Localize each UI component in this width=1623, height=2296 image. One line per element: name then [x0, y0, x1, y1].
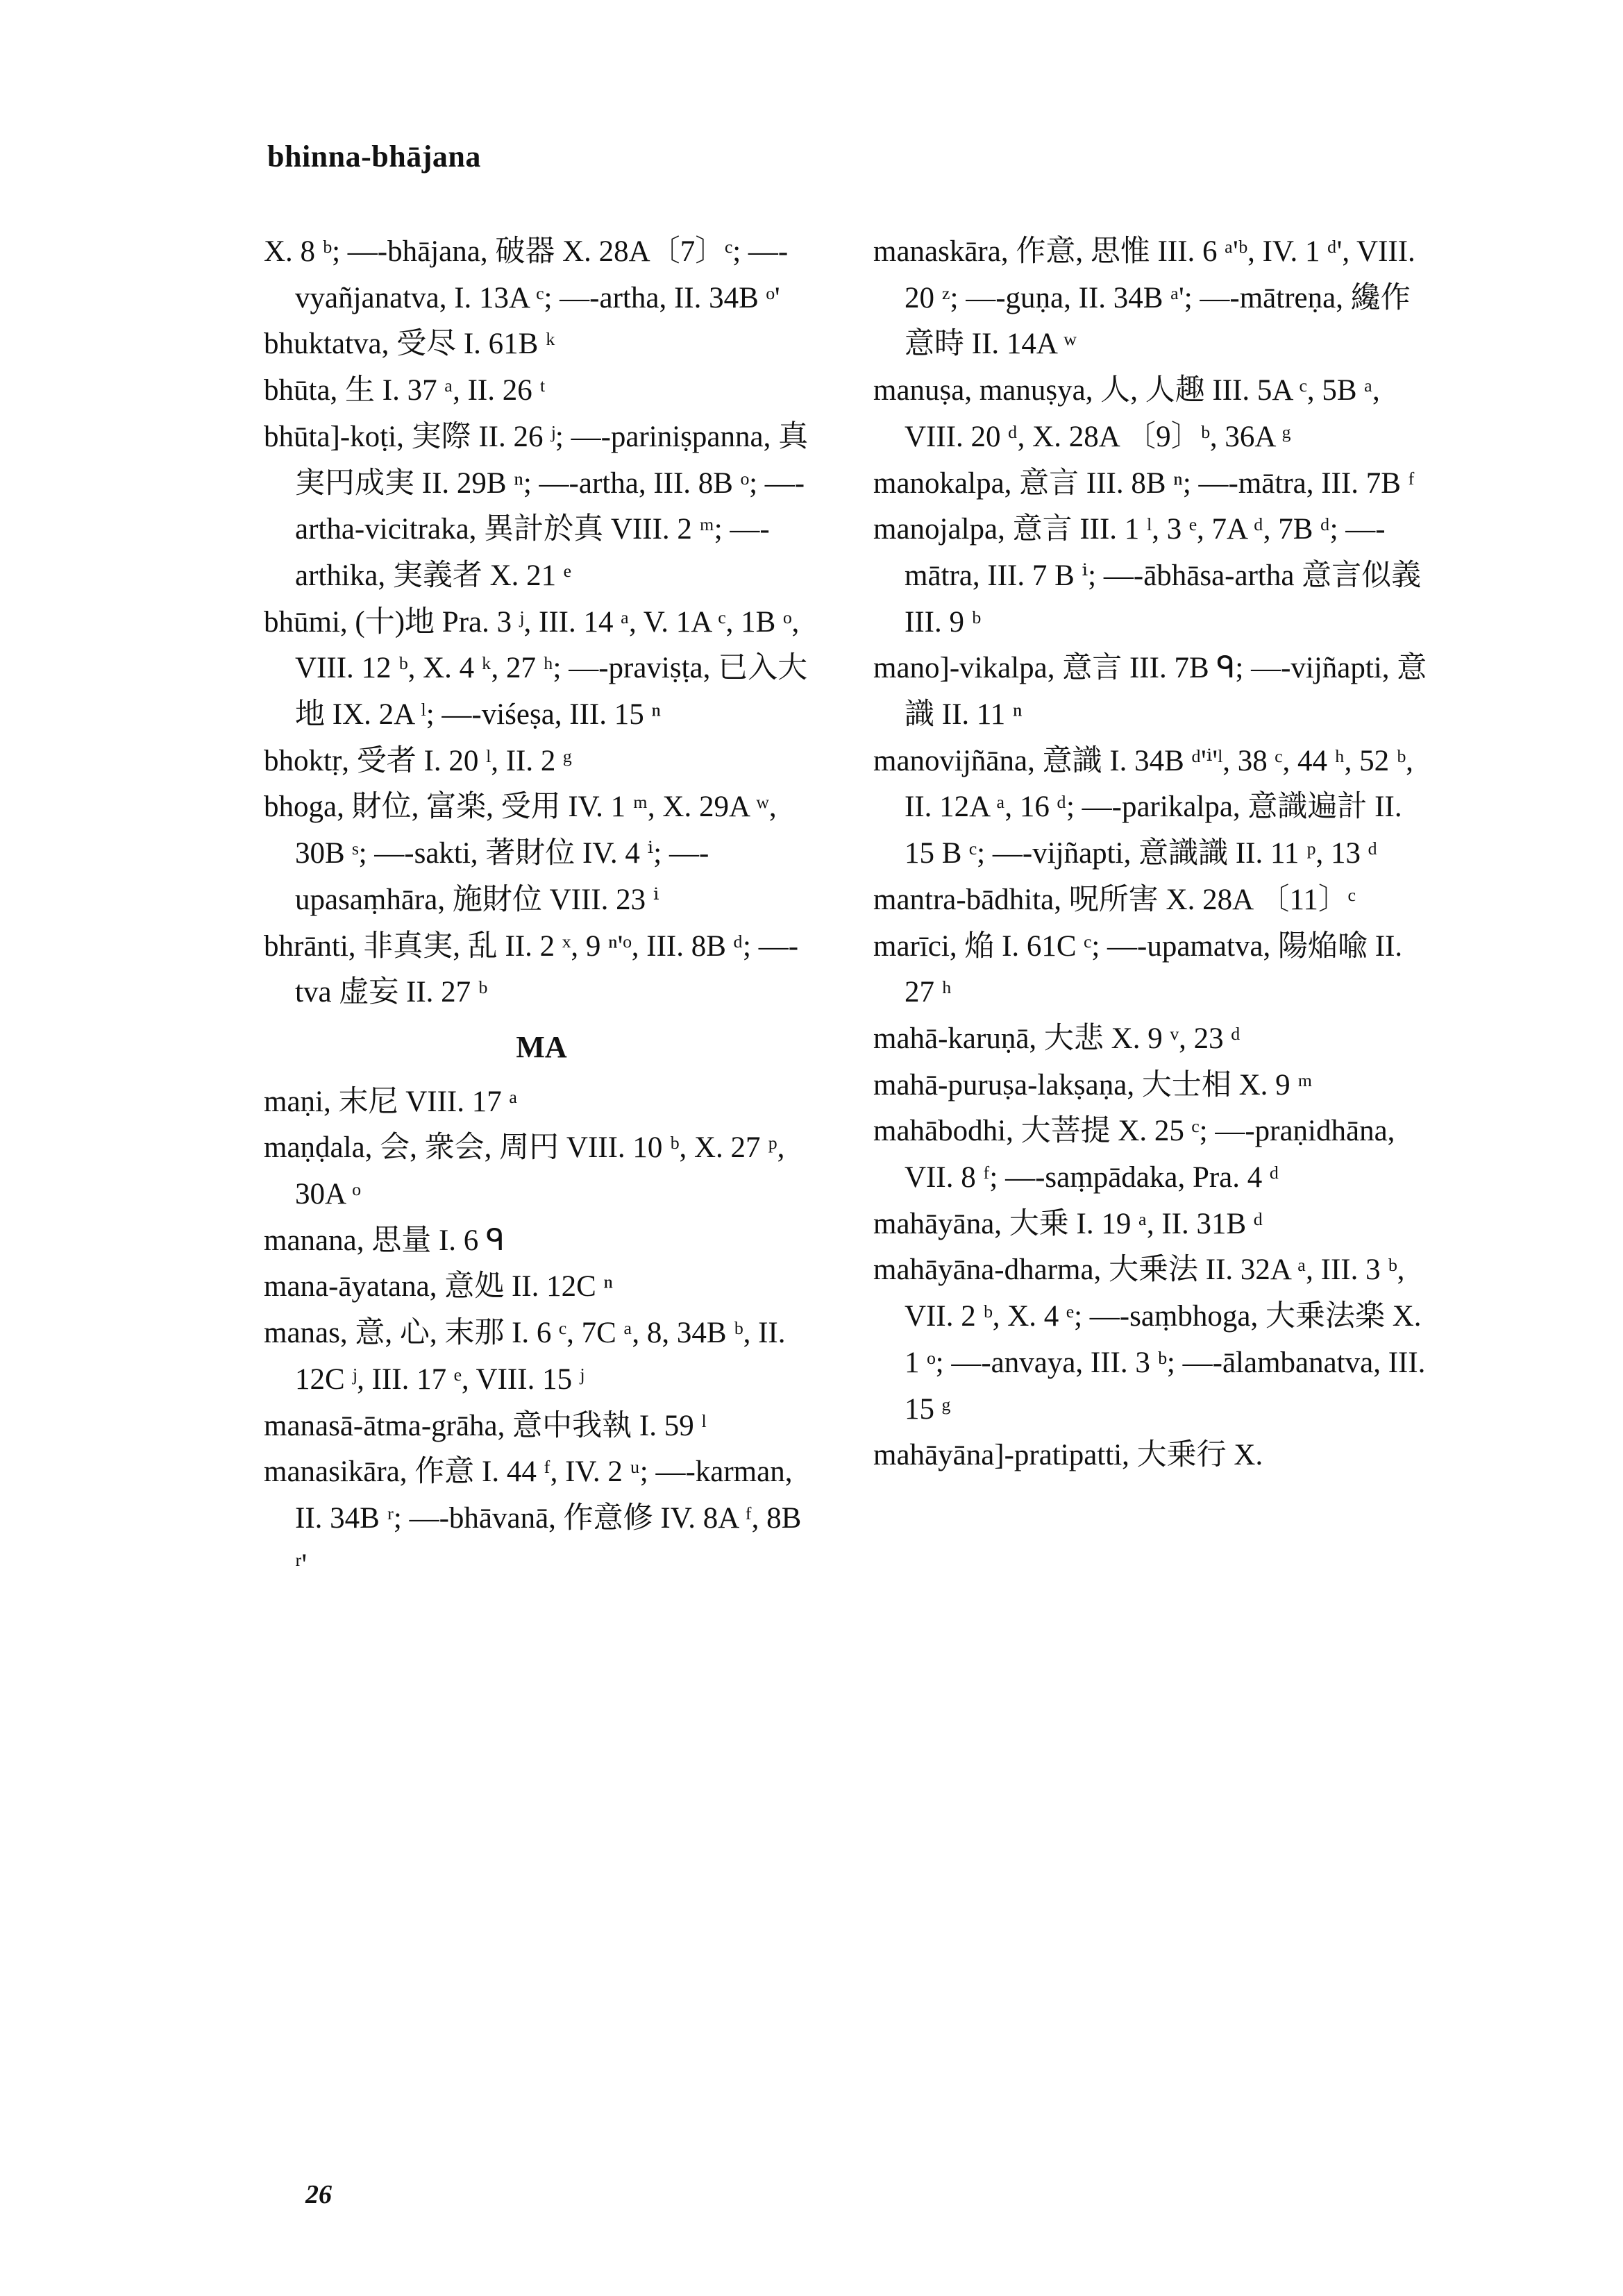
index-entry: mahā-puruṣa-lakṣaṇa, 大士相 X. 9 ᵐ — [873, 1068, 1313, 1101]
index-entry: mahāyāna]-pratipatti, 大乗行 X. — [873, 1439, 1263, 1472]
left-column — [264, 229, 819, 1588]
page-number: 26 — [305, 2180, 332, 2209]
index-entry: manokalpa, 意言 III. 8B ⁿ; —-mātra, III. 7B ᶠ — [873, 466, 1415, 500]
index-entry: manasā-ātma-grāha, 意中我執 I. 59 ˡ — [264, 1409, 707, 1442]
index-entry: mahāyāna, 大乗 I. 19 ᵃ, II. 31B ᵈ — [873, 1207, 1263, 1240]
index-entry: mana-āyatana, 意処 II. 12C ⁿ — [264, 1270, 614, 1303]
index-entry: mantra-bādhita, 呪所害 X. 28A 〔11〕ᶜ — [873, 883, 1356, 916]
running-head: bhinna-bhājana — [267, 140, 481, 174]
index-entry: maṇḍala, 会, 衆会, 周円 VIII. 10 ᵇ, X. 27 ᵖ, 30A ᵒ — [264, 1131, 785, 1211]
index-entry: bhūmi, (十)地 Pra. 3 ʲ, III. 14 ᵃ, V. 1A ᶜ, 1B ᵒ, VIII. 12 ᵇ, X. 4 ᵏ, 27 ʰ; —-praviṣṭa, 已入大地 IX. 2A ˡ; —-viśeṣa, III. 15 ⁿ — [264, 605, 808, 732]
index-entry: mano]-vikalpa, 意言 III. 7B ᑫ; —-vijñapti, 意識 II. 11 ⁿ — [873, 652, 1427, 732]
index-entry: manas, 意, 心, 末那 I. 6 ᶜ, 7C ᵃ, 8, 34B ᵇ, II. 12C ʲ, III. 17 ᵉ, VIII. 15 ʲ — [264, 1317, 786, 1396]
index-entry: manovijñāna, 意識 I. 34B ᵈ'ⁱ'ˡ, 38 ᶜ, 44 ʰ, 52 ᵇ, II. 12A ᵃ, 16 ᵈ; —-parikalpa, 意識遍計 II. 15 B ᶜ; —-vijñapti, 意識識 II. 11 ᵖ, 13 ᵈ — [873, 744, 1413, 870]
right-column — [873, 229, 1429, 1479]
index-entry: X. 8 ᵇ; —-bhājana, 破器 X. 28A〔7〕ᶜ; —-vyañjanatva, I. 13A ᶜ; —-artha, II. 34B ᵒ' — [264, 235, 789, 314]
index-entry: manasikāra, 作意 I. 44 ᶠ, IV. 2 ᵘ; —-karman, II. 34B ʳ; —-bhāvanā, 作意修 IV. 8A ᶠ, 8B ʳ' — [264, 1455, 802, 1581]
index-entry: bhūta]-koṭi, 実際 II. 26 ʲ; —-pariniṣpanna, 真実円成実 II. 29B ⁿ; —-artha, III. 8B ᵒ; —-artha-vicitraka, 異計於真 VIII. 2 ᵐ; —-arthika, 実義者 X. 21 ᵉ — [264, 420, 809, 592]
index-entry: mahāyāna-dharma, 大乗法 II. 32A ᵃ, III. 3 ᵇ, VII. 2 ᵇ, X. 4 ᵉ; —-saṃbhoga, 大乗法楽 X. 1 ᵒ; —-anvaya, III. 3 ᵇ; —-ālambanatva, III. 15 ᵍ — [873, 1253, 1426, 1426]
index-entry: bhuktatva, 受尽 I. 61B ᵏ — [264, 328, 555, 361]
index-entry: marīci, 焔 I. 61C ᶜ; —-upamatva, 陽焔喩 II. 27 ʰ — [873, 929, 1403, 1009]
index-entry: bhūta, 生 I. 37 ᵃ, II. 26 ᵗ — [264, 374, 546, 407]
index-entry: mahābodhi, 大菩提 X. 25 ᶜ; —-praṇidhāna, VII. 8 ᶠ; —-saṃpādaka, Pra. 4 ᵈ — [873, 1115, 1395, 1195]
index-entry: manana, 思量 I. 6 ᑫ — [264, 1224, 505, 1257]
index-entry: manojalpa, 意言 III. 1 ˡ, 3 ᵉ, 7A ᵈ, 7B ᵈ; —-mātra, III. 7 B ⁱ; —-ābhāsa-artha 意言似義 III. 9 ᵇ — [873, 513, 1422, 639]
index-entry: bhoktṛ, 受者 I. 20 ˡ, II. 2 ᵍ — [264, 744, 573, 777]
index-entry: maṇi, 末尼 VIII. 17 ᵃ — [264, 1085, 518, 1118]
section-heading: MA — [516, 1029, 567, 1064]
index-entry: mahā-karuṇā, 大悲 X. 9 ᵛ, 23 ᵈ — [873, 1022, 1241, 1055]
index-entry: bhoga, 財位, 富楽, 受用 IV. 1 ᵐ, X. 29A ʷ, 30B ˢ; —-sakti, 著財位 IV. 4 ⁱ; —-upasaṃhāra, 施財位 VIII. 23 ⁱ — [264, 791, 777, 916]
index-entry: manuṣa, manuṣya, 人, 人趣 III. 5A ᶜ, 5B ᵃ, VIII. 20 ᵈ, X. 28A 〔9〕ᵇ, 36A ᵍ — [873, 374, 1380, 453]
index-entry: manaskāra, 作意, 思惟 III. 6 ᵃ'ᵇ, IV. 1 ᵈ', VIII. 20 ᶻ; —-guṇa, II. 34B ᵃ'; —-mātreṇa, 纔作意時 II. 14A ʷ — [873, 235, 1415, 361]
index-entry: bhrānti, 非真実, 乱 II. 2 ˣ, 9 ⁿ'ᵒ, III. 8B ᵈ; —-tva 虚妄 II. 27 ᵇ — [264, 929, 799, 1009]
